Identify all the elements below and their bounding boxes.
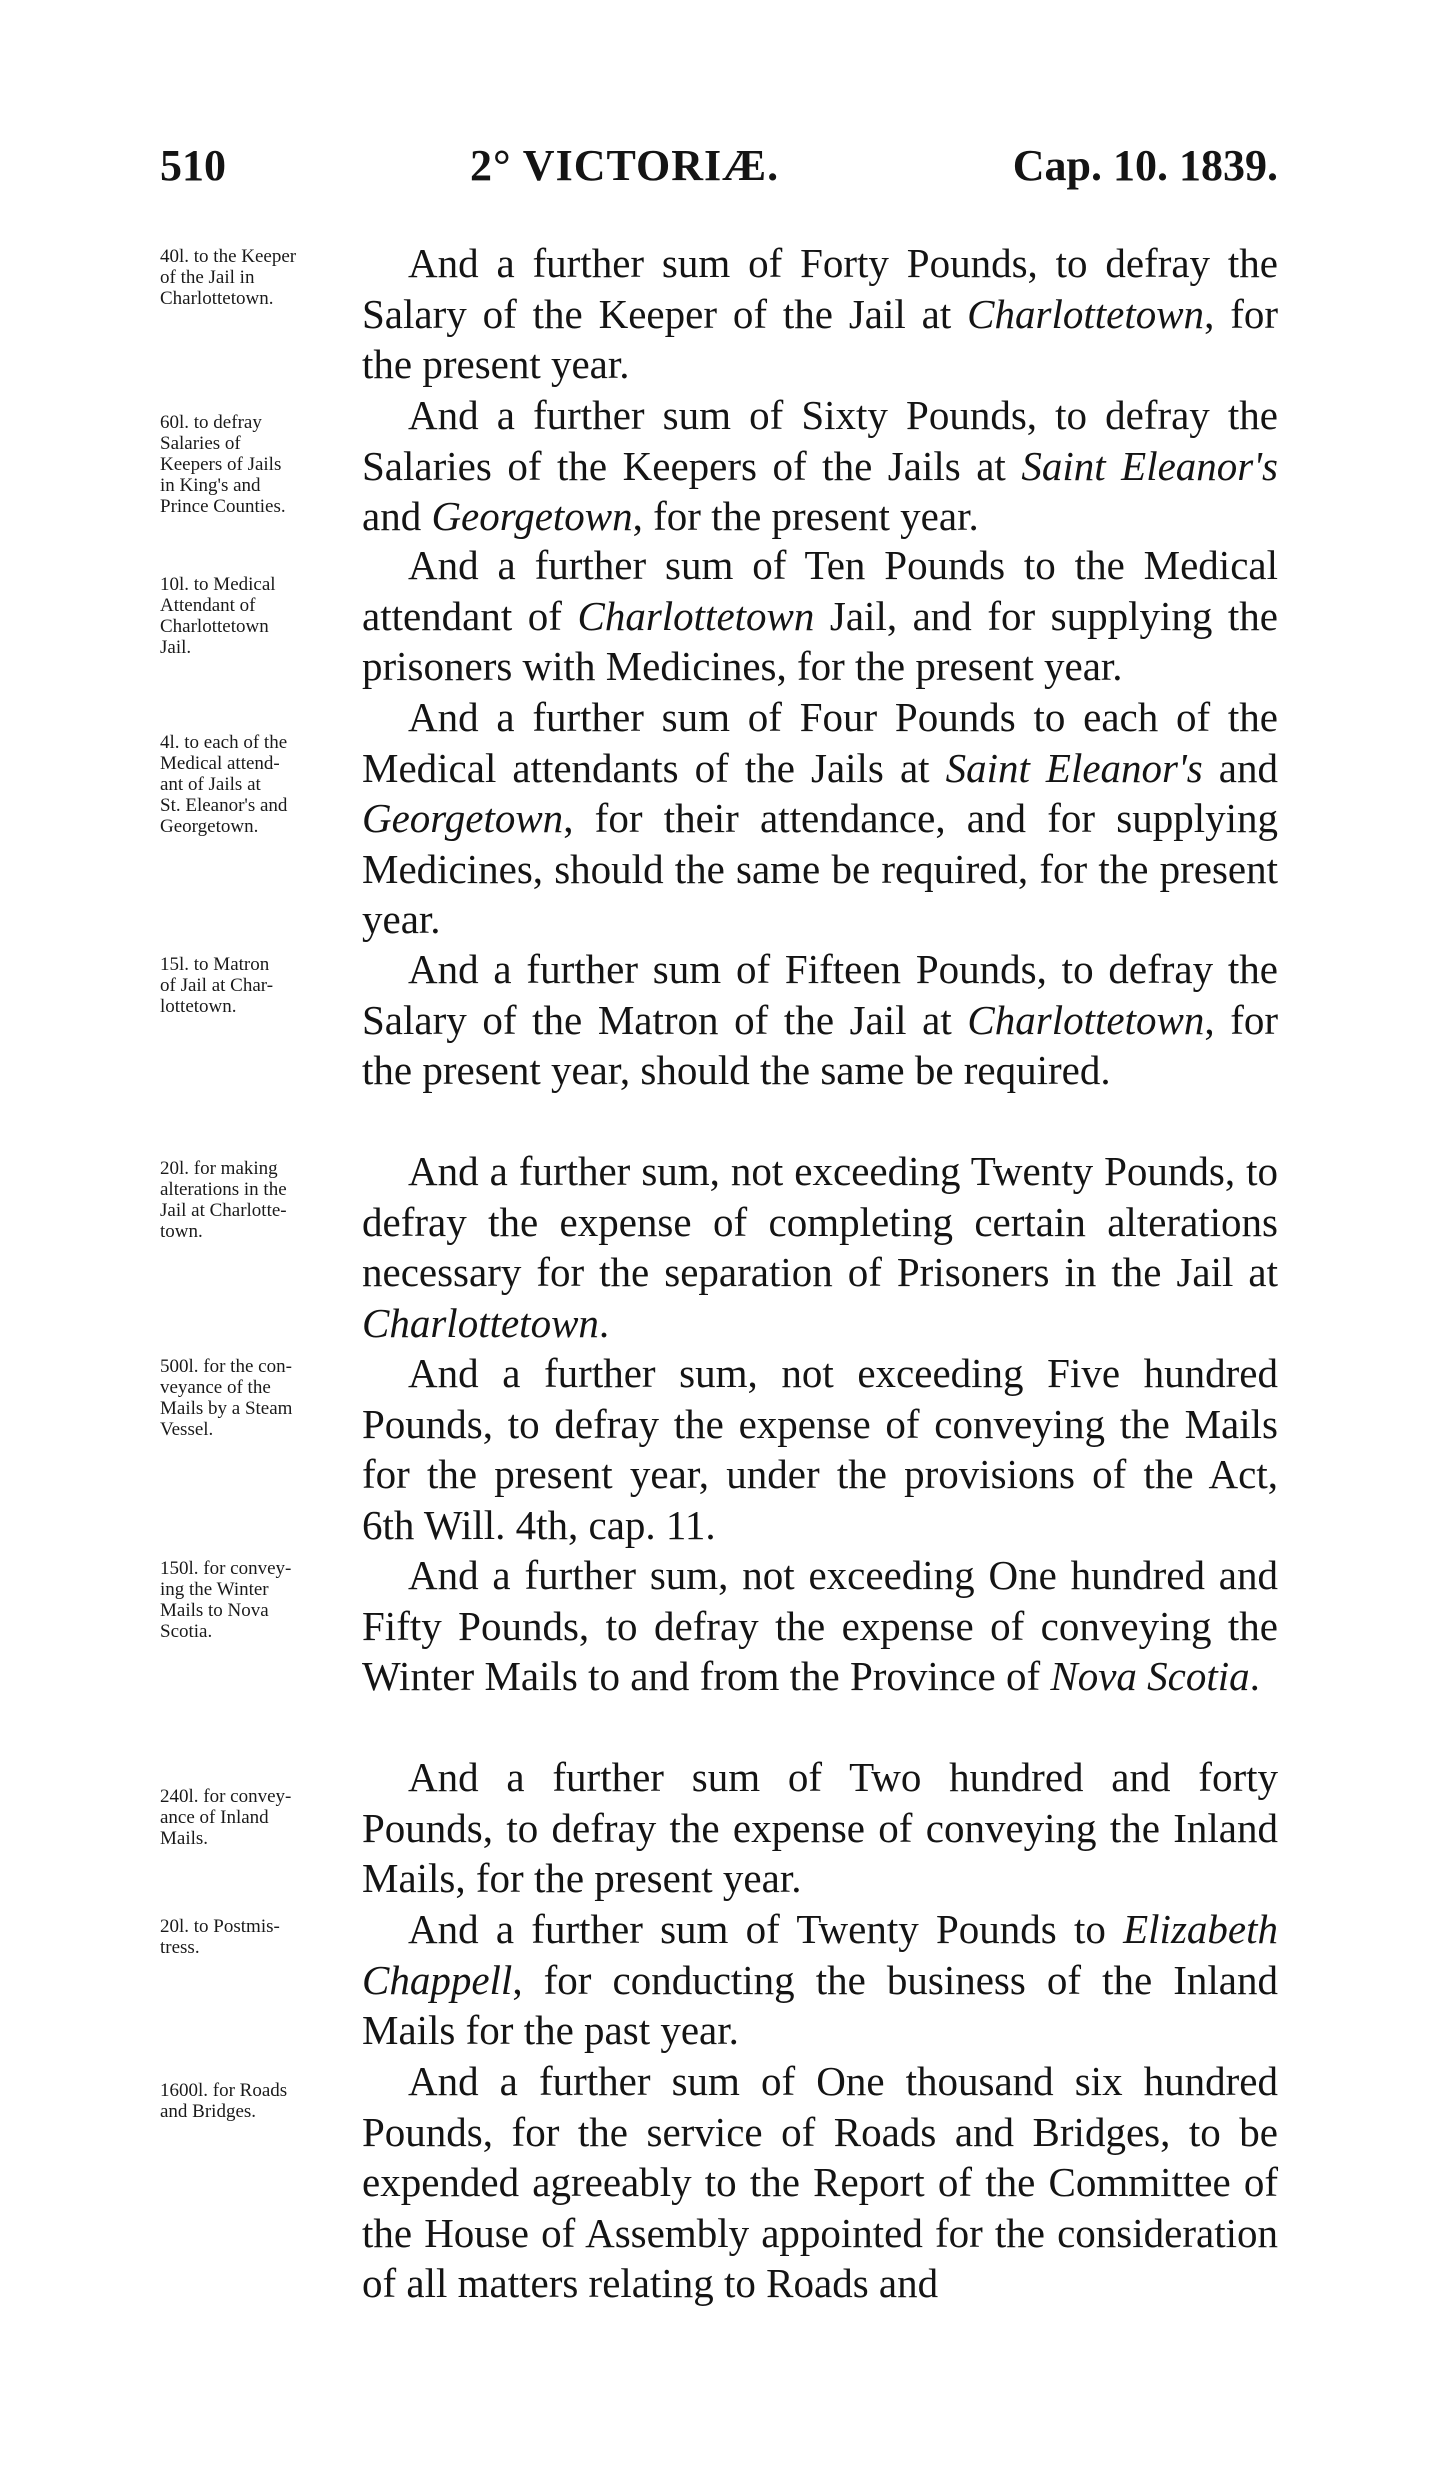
- margin-note: 240l. for convey- ance of Inland Mails.: [160, 1786, 292, 1849]
- paragraph: And a further sum of Forty Pounds, to defray the Salary of the Keeper of the Jail at Charlottetown, for the present year.: [362, 240, 1278, 388]
- page-number: 510: [160, 141, 226, 190]
- margin-note: 150l. for convey- ing the Winter Mails to Nova Scotia.: [160, 1558, 292, 1642]
- margin-note: 4l. to each of the Medical attend- ant of Jails at St. Eleanor's and Georgetown.: [160, 732, 288, 837]
- paragraph: And a further sum of Fifteen Pounds, to defray the Salary of the Matron of the Jail at Charlottetown, for the present year, should the same be required.: [362, 946, 1279, 1094]
- chapter-reference: Cap. 10. 1839.: [1012, 141, 1278, 190]
- margin-note: 40l. to the Keeper of the Jail in Charlottetown.: [160, 246, 297, 309]
- paragraph: And a further sum of One thousand six hundred Pounds, for the service of Roads and Bridges, to be expended agreeably to the Report of the Committee of the House of Assembly appointed for the consideration of all matters relating to Roads and: [362, 2058, 1278, 2307]
- paragraph: And a further sum, not exceeding Twenty Pounds, to defray the expense of completing certain alterations necessary for the separation of Prisoners in the Jail at Charlottetown.: [362, 1148, 1278, 1346]
- paragraph: And a further sum of Twenty Pounds to Elizabeth Chappell, for conducting the business of the Inland Mails for the past year.: [362, 1906, 1278, 2054]
- running-title: 2° VICTORIÆ.: [470, 141, 780, 190]
- paragraph: And a further sum of Ten Pounds to the Medical attendant of Charlottetown Jail, and for supplying the prisoners with Medicines, for the present year.: [362, 542, 1278, 690]
- margin-note: 10l. to Medical Attendant of Charlottetown Jail.: [160, 574, 276, 658]
- margin-note: 15l. to Matron of Jail at Char- lottetown.: [160, 954, 274, 1017]
- paragraph: And a further sum of Two hundred and forty Pounds, to defray the expense of conveying the Inland Mails, for the present year.: [362, 1754, 1278, 1902]
- paragraph: And a further sum, not exceeding Five hundred Pounds, to defray the expense of conveying the Mails for the present year, under the provisions of the Act, 6th Will. 4th, cap. 11.: [362, 1350, 1278, 1548]
- paragraph: And a further sum of Four Pounds to each of the Medical attendants of the Jails at Saint Eleanor's and Georgetown, for their attendance, and for supplying Medicines, should the same be required, for the present year.: [362, 694, 1278, 943]
- page-header: [160, 140, 1278, 210]
- margin-note: 1600l. for Roads and Bridges.: [160, 2080, 288, 2122]
- margin-note: 60l. to defray Salaries of Keepers of Jails in King's and Prince Counties.: [160, 412, 286, 517]
- margin-note: 500l. for the con- veyance of the Mails by a Steam Vessel.: [160, 1356, 293, 1440]
- margin-note: 20l. to Postmis- tress.: [160, 1916, 280, 1958]
- paragraph: And a further sum, not exceeding One hundred and Fifty Pounds, to defray the expense of conveying the Winter Mails to and from the Province of Nova Scotia.: [362, 1552, 1278, 1700]
- margin-note: 20l. for making alterations in the Jail at Charlotte- town.: [160, 1158, 287, 1242]
- paragraph: And a further sum of Sixty Pounds, to defray the Salaries of the Keepers of the Jails at Saint Eleanor's and Georgetown, for the present year.: [362, 392, 1278, 540]
